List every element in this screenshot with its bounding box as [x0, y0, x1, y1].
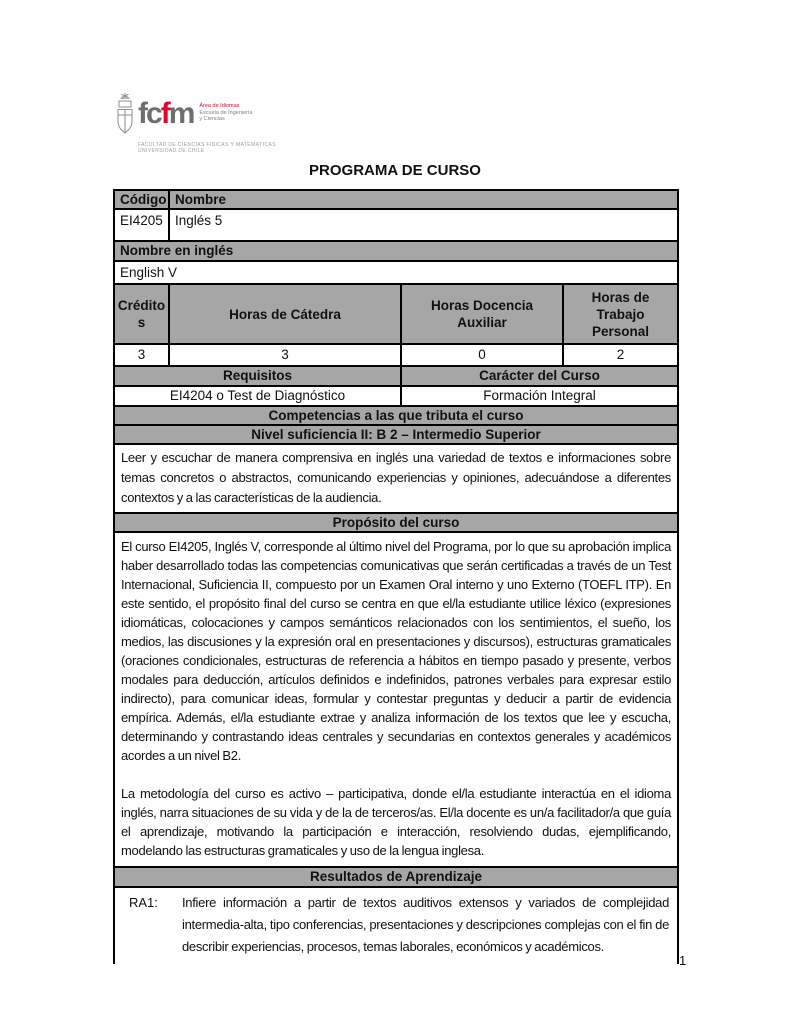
nombre-ingles-value-cell: English V: [114, 261, 678, 284]
nombre-value-cell: Inglés 5: [169, 209, 678, 241]
ra1-label: RA1:: [129, 895, 158, 910]
logo-school-line2: y Ciencias: [199, 116, 225, 122]
nombre-header-cell: Nombre: [169, 190, 678, 209]
horas-catedra-header-cell: Horas de Cátedra: [169, 284, 401, 344]
row-hours-header: [114, 284, 678, 344]
row-requisitos-header: [114, 366, 678, 386]
ra1-item: [115, 892, 677, 958]
row-codigo-header: [114, 190, 678, 209]
proposito-text-cell: [114, 532, 678, 867]
requisitos-header-cell: Requisitos: [114, 366, 401, 386]
proposito-paragraph-1: El curso EI4205, Inglés V, corresponde al último nivel del Programa, por lo que su aprobación implica haber desarrollado todas las competencias comunicativas que serán certificadas a través de un Test Internacional, Suficiencia II, compuesto por un Examen Oral interno y uno Externo (TOEFL ITP). En este sentido, el propósito final del curso se centra en que el/la estudiante utilice léxico (expresiones idiomáticas, colocaciones y campos semánticos relacionados con los sentimientos, el sueño, los medios, las discusiones y la expresión oral en presentaciones y discursos), estructuras gramaticales (oraciones condicionales, estructuras de referencia a hábitos en tiempo pasado y presente, verbos modales para deducción, artículos definidos e indefinidos, patrones verbales para expresar estilo indirecto), para comunicar ideas, formular y contestar preguntas y deducir a partir de evidencia empírica. Además, el/la estudiante extrae y analiza información de los textos que lee y escucha, determinando y contrastando ideas centrales y secundarias en contextos generales y académicos acordes a un nivel B2.: [121, 539, 672, 763]
horas-docencia-header-cell: Horas Docencia Auxiliar: [401, 284, 563, 344]
creditos-value-cell: 3: [114, 344, 169, 366]
horas-trabajo-value-cell: 2: [563, 344, 678, 366]
row-nombre-ingles-value: [114, 261, 678, 284]
row-competencias-header: [114, 406, 678, 425]
row-proposito-text: [114, 532, 678, 867]
creditos-header-cell: Créditos: [114, 284, 169, 344]
course-program-table: [113, 189, 679, 964]
fcfm-wordmark: [138, 99, 193, 129]
page-number: 1: [679, 953, 687, 968]
wordmark-m: m: [168, 97, 194, 130]
row-resultados-header: [114, 867, 678, 887]
logo-faculty-text: [138, 142, 276, 154]
horas-docencia-value-cell: 0: [401, 344, 563, 366]
logo-school-line1: Escuela de Ingeniería: [199, 109, 253, 116]
caracter-value-cell: Formación Integral: [401, 386, 678, 406]
codigo-value-cell: EI4205: [114, 209, 169, 241]
nivel-text-cell: [114, 444, 678, 513]
nivel-header-cell: Nivel suficiencia II: B 2 – Intermedio Superior: [114, 425, 678, 444]
proposito-header-cell: Propósito del curso: [114, 513, 678, 532]
wordmark-fc: fc: [138, 97, 161, 130]
row-requisitos-value: [114, 386, 678, 406]
logo-faculty-line1: FACULTAD DE CIENCIAS FÍSICAS Y MATEMÁTICAS: [138, 142, 277, 148]
row-nivel-text: [114, 444, 678, 513]
logo-faculty-line2: UNIVERSIDAD DE CHILE: [138, 148, 205, 154]
codigo-header-cell: Código: [114, 190, 169, 209]
wordmark-f-red: f: [160, 97, 169, 130]
document-title: PROGRAMA DE CURSO: [309, 162, 481, 179]
nombre-ingles-header-cell: Nombre en inglés: [114, 241, 678, 261]
fcfm-logo: [114, 92, 276, 154]
university-crest-icon: [114, 92, 136, 139]
horas-trabajo-header-cell: Horas de Trabajo Personal: [563, 284, 678, 344]
row-codigo-value: [114, 209, 678, 241]
nivel-paragraph: Leer y escuchar de manera comprensiva en inglés una variedad de textos e informaciones sobre temas concretos o abstractos, comunicando experiencias y opiniones, adecuándose a diferentes contextos y a las características de la audiencia.: [121, 450, 672, 505]
row-nivel-header: [114, 425, 678, 444]
ra1-text: Infiere información a partir de textos auditivos extensos y variados de complejidad intermedia-alta, tipo conferencias, presentaciones y descripciones complejas con el fin de describir experiencias, procesos, temas laborales, económicos y académicos.: [182, 895, 670, 954]
row-nombre-ingles-header: [114, 241, 678, 261]
resultados-header-cell: Resultados de Aprendizaje: [114, 867, 678, 887]
fcfm-logo-top: [114, 92, 276, 139]
caracter-header-cell: Carácter del Curso: [401, 366, 678, 386]
logo-area-line: Área de Idiomas: [199, 103, 240, 109]
row-hours-values: [114, 344, 678, 366]
proposito-paragraph-2: La metodología del curso es activo – participativa, donde el/la estudiante interactúa en el idioma inglés, narra situaciones de su vida y de la de terceros/as. El/la docente es un/a facilitador/a que guía el aprendizaje, motivando la participación e interacción, resolviendo dudas, ejemplificando, modelando las estructuras gramaticales y uso de la lengua inglesa.: [121, 786, 672, 858]
horas-catedra-value-cell: 3: [169, 344, 401, 366]
competencias-header-cell: Competencias a las que tributa el curso: [114, 406, 678, 425]
requisitos-value-cell: EI4204 o Test de Diagnóstico: [114, 386, 401, 406]
logo-unit-text: [199, 103, 252, 123]
row-proposito-header: [114, 513, 678, 532]
ra1-row-cell: [114, 887, 678, 964]
row-ra1: [114, 887, 678, 964]
